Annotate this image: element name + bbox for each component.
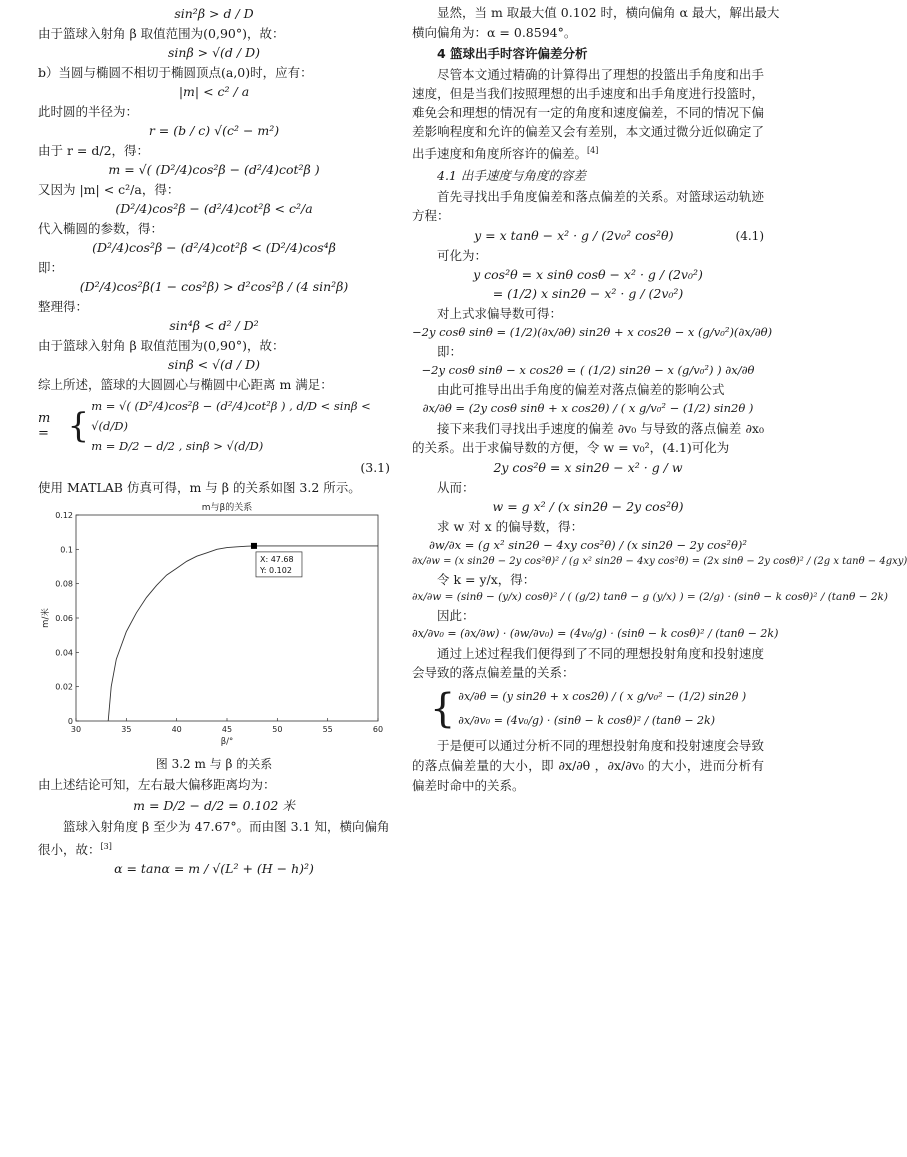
equation-m-sqrt: m = √( (D²/4)cos²β − (d²/4)cot²β ) bbox=[108, 162, 320, 177]
equation-sin-lt-sqrt: sinβ < √(d / D) bbox=[167, 357, 260, 372]
equation-dw-dx: ∂w/∂x = (g x² sin2θ − 4xy cos²θ) / (x sin2θ − 2y cos²θ)² bbox=[428, 538, 748, 553]
equation-sin4: sin⁴β < d² / D² bbox=[169, 318, 259, 333]
equation-ineq-1: (D²/4)cos²β − (d²/4)cot²β < c²/a bbox=[115, 201, 313, 216]
equation-dx-dw-k: ∂x/∂w = (sinθ − (y/x) cosθ)² / ( (g/2) tanθ − g (y/x) ) = (2/g) · (sinθ − k cosθ)² / (tanθ − 2k) bbox=[412, 591, 888, 604]
paragraph-result: 通过上述过程我们便得到了不同的理想投射角度和投射速度会导致的落点偏差量的关系： bbox=[412, 646, 764, 681]
y-tick-label: 0.1 bbox=[60, 545, 73, 555]
equation-ycos2: y cos²θ = x sinθ cosθ − x² · g / (2v₀²) bbox=[473, 267, 703, 283]
y-axis-label: m/米 bbox=[41, 608, 51, 628]
equation-number-4-1: (4.1) bbox=[735, 228, 764, 243]
x-tick-label: 45 bbox=[221, 725, 233, 734]
left-column bbox=[38, 4, 390, 880]
result-dx-dtheta: ∂x/∂θ = (y sin2θ + x cos2θ) / ( x g/v₀² − (1/2) sin2θ ) bbox=[458, 690, 747, 704]
text-radius: 此时圆的半径为： bbox=[38, 104, 139, 119]
text-because: 又因为 |m| < c²/a，得： bbox=[38, 182, 180, 197]
text-let-k: 令 k = y/x，得： bbox=[437, 572, 536, 588]
text-min-beta: 篮球入射角度 β 至少为 47.67°。而由图 3.1 知，横向偏角 bbox=[63, 819, 390, 834]
equation-dx-dv0: ∂x/∂v₀ = (∂x/∂w) · (∂w/∂v₀) = (4v₀/g) · (sinθ − k cosθ)² / (tanθ − 2k) bbox=[412, 627, 779, 641]
result-system: { ∂x/∂θ = (y sin2θ + x cos2θ) / ( x g/v₀² − (1/2) sin2θ ) ∂x/∂v₀ = (4v₀/g) · (sinθ − k cosθ)² / (tanθ − 2k) bbox=[429, 686, 747, 733]
y-tick-label: 0.06 bbox=[55, 614, 73, 623]
equation-4-1-row bbox=[412, 228, 764, 243]
subsection-heading-4-1: 4.1 出手速度与角度的容差 bbox=[437, 168, 586, 184]
text-summary: 综上所述，篮球的大圆圆心与椭圆中心距离 m 满足： bbox=[38, 377, 333, 392]
paragraph-trajectory: 首先寻找出手角度偏差和落点偏差的关系。对篮球运动轨迹方程： bbox=[412, 189, 764, 224]
right-column bbox=[412, 4, 907, 799]
text-beta-range-2: 由于篮球入射角 β 取值范围为(0,90°)，故： bbox=[38, 338, 285, 353]
x-tick-label: 35 bbox=[121, 725, 132, 734]
equation-alpha: α = tanα = m / √(L² + (H − h)²) bbox=[114, 861, 314, 877]
text-small-angle: 很小，故：[3] bbox=[38, 842, 112, 858]
equation-dx-dtheta: ∂x/∂θ = (2y cosθ sinθ + x cos2θ) / ( x g/v₀² − (1/2) sin2θ ) bbox=[422, 401, 754, 416]
equation-dx-dw: ∂x/∂w = (x sin2θ − 2y cos²θ)² / (g x² sin2θ − 4xy cos²θ) = (2x sinθ − 2y cosθ)² / (2g x tanθ − 4gxy) bbox=[412, 556, 907, 568]
paragraph-velocity: 接下来我们寻找出手速度的偏差 ∂v₀ 与导致的落点偏差 ∂x₀ 的关系。出于求偏导数的方便，令 w = v₀²，(4.1)可化为 bbox=[412, 421, 764, 456]
text-transform: 可化为： bbox=[437, 248, 488, 264]
text-beta-range-1: 由于篮球入射角 β 取值范围为(0,90°)，故： bbox=[38, 26, 285, 41]
equation-half-sin2: = (1/2) x sin2θ − x² · g / (2v₀²) bbox=[492, 286, 684, 302]
equation-partial-1: −2y cosθ sinθ = (1/2)(∂x/∂θ) sin2θ + x cos2θ − x (g/v₀²)(∂x/∂θ) bbox=[412, 325, 773, 340]
result-dx-dv0: ∂x/∂v₀ = (4v₀/g) · (sinθ − k cosθ)² / (tanθ − 2k) bbox=[458, 714, 715, 728]
chart-title: m与β的关系 bbox=[201, 503, 253, 513]
equation-ineq-2: (D²/4)cos²β − (d²/4)cot²β < (D²/4)cos⁴β bbox=[92, 240, 336, 255]
equation-m-max: m = D/2 − d/2 = 0.102 米 bbox=[133, 798, 295, 813]
text-matlab: 使用 MATLAB 仿真可得，m 与 β 的关系如图 3.2 所示。 bbox=[38, 480, 361, 495]
x-tick-label: 40 bbox=[171, 725, 182, 734]
equation-ineq-3: (D²/4)cos²β(1 − cos²β) > d²cos²β / (4 sin²β) bbox=[79, 279, 349, 294]
figure-m-beta bbox=[38, 499, 390, 753]
data-point-marker bbox=[251, 543, 257, 549]
equation-sin-gt-sqrt: sinβ > √(d / D) bbox=[167, 45, 260, 60]
text-case-b: b）当圆与椭圆不相切于椭圆顶点(a,0)时，应有： bbox=[38, 65, 313, 80]
text-simplify: 整理得： bbox=[38, 299, 89, 314]
paragraph-intro: 尽管本文通过精确的计算得出了理想的投篮出手角度和出手速度，但是当我们按照理想的出手速度和出手角度进行投篮时，难免会和理想的情况有一定的角度和速度偏差，不同的情况下偏差影响程度和允许的偏差又会有差别，本文通过微分近似确定了出手速度和角度所容许的偏差。[4] bbox=[412, 67, 764, 162]
text-dw-dx: 求 w 对 x 的偏导数，得： bbox=[437, 519, 584, 535]
text-ie: 即： bbox=[38, 260, 64, 275]
equation-4-1: y = x tanθ − x² · g / (2v₀² cos²θ) bbox=[474, 228, 674, 244]
equation-number-3-1: (3.1) bbox=[360, 460, 390, 475]
datatip-x-label: X: 47.68 bbox=[259, 554, 294, 564]
text-partial: 对上式求偏导数可得： bbox=[437, 306, 563, 322]
text-r-eq: 由于 r = d/2，得： bbox=[38, 143, 150, 158]
x-axis-label: β/° bbox=[220, 737, 234, 747]
x-tick-label: 50 bbox=[272, 725, 283, 734]
piecewise-case-2: m = D/2 − d/2 , sinβ > √(d/D) bbox=[91, 439, 264, 453]
y-tick-label: 0 bbox=[67, 717, 73, 726]
x-tick-label: 60 bbox=[372, 725, 384, 734]
equation-partial-2: −2y cosθ sinθ − x cos2θ = ( (1/2) sin2θ − x (g/v₀²) ) ∂x/∂θ bbox=[421, 363, 755, 378]
text-conclusion: 由上述结论可知，左右最大偏移距离均为： bbox=[38, 777, 276, 792]
x-tick-label: 30 bbox=[70, 725, 82, 734]
piecewise-case-1: m = √( (D²/4)cos²β − (d²/4)cot²β ) , d/D < sinβ < √(d/D) bbox=[91, 399, 371, 433]
text-thus: 从而： bbox=[437, 480, 475, 496]
equation-abs-m: |m| < c² / a bbox=[178, 84, 250, 99]
y-tick-label: 0.08 bbox=[55, 579, 73, 589]
text-ie-2: 即： bbox=[437, 344, 463, 360]
piecewise-system: m = { m = √( (D²/4)cos²β − (d²/4)cot²β ) , d/D < sinβ < √(d/D) m = D/2 − d/2 , sinβ > √(d/D) bbox=[38, 396, 390, 456]
y-tick-label: 0.12 bbox=[55, 511, 73, 520]
figure-caption: 图 3.2 m 与 β 的关系 bbox=[155, 757, 273, 771]
chart-m-vs-beta bbox=[38, 499, 390, 749]
equation-w: w = g x² / (x sin2θ − 2y cos²θ) bbox=[492, 499, 684, 515]
equation-radius: r = (b / c) √(c² − m²) bbox=[148, 123, 280, 138]
paragraph-final: 于是便可以通过分析不同的理想投射角度和投射速度会导致的落点偏差量的大小，即 ∂x/∂θ ，∂x/∂v₀ 的大小，进而分析有偏差时命中的关系。 bbox=[412, 738, 764, 794]
y-tick-label: 0.04 bbox=[55, 648, 73, 658]
text-therefore: 因此： bbox=[437, 608, 475, 624]
section-heading-4: 4 篮球出手时容许偏差分析 bbox=[437, 46, 588, 61]
text-max-alpha: 横向偏角为：α = 0.8594°。 bbox=[412, 25, 577, 40]
y-tick-label: 0.02 bbox=[55, 682, 73, 692]
text-obviously: 显然，当 m 取最大值 0.102 时，横向偏角 α 最大，解出最大 bbox=[437, 5, 780, 20]
equation-2ycos2: 2y cos²θ = x sin2θ − x² · g / w bbox=[493, 460, 683, 476]
text-substitute: 代入椭圆的参数，得： bbox=[38, 221, 164, 236]
text-derive: 由此可推导出出手角度的偏差对落点偏差的影响公式 bbox=[437, 382, 725, 398]
datatip-y-label: Y: 0.102 bbox=[259, 565, 292, 575]
citation-4: [4] bbox=[587, 146, 599, 155]
x-tick-label: 55 bbox=[322, 725, 333, 734]
equation-sin2-gt: sin²β > d / D bbox=[174, 6, 254, 21]
citation-3: [3] bbox=[100, 842, 112, 851]
